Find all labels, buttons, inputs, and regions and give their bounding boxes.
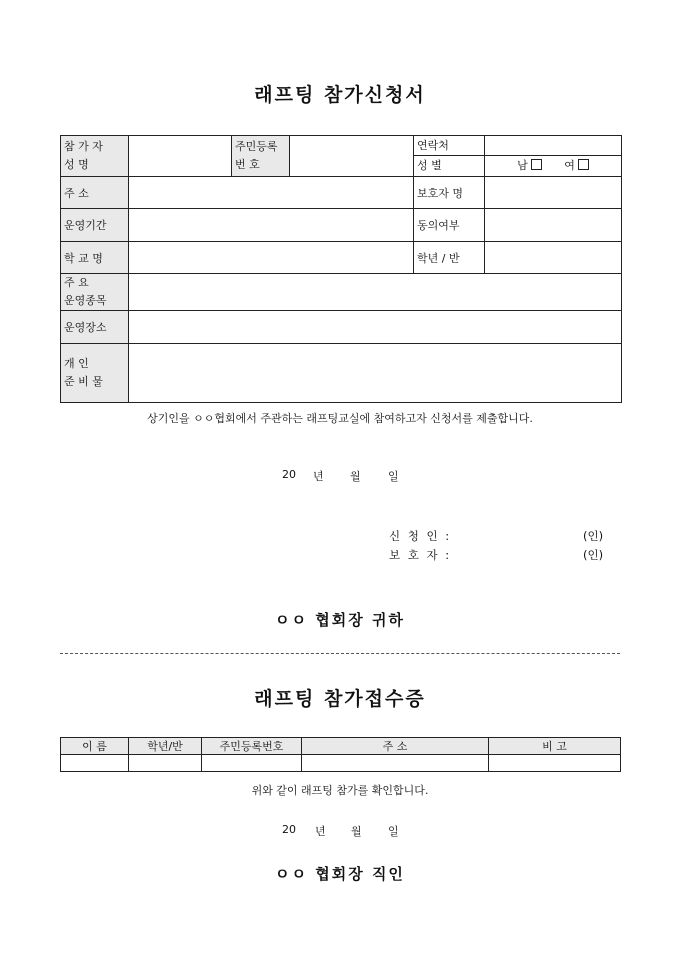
gender-label: 성 별 [417, 159, 442, 172]
applicant-seal: (인) [583, 529, 604, 543]
receipt-data-row [61, 755, 621, 772]
receipt-header-address: 주 소 [302, 738, 489, 755]
participant-name-field[interactable] [129, 136, 232, 177]
guardian-seal: (인) [583, 548, 604, 562]
application-form-table [60, 135, 622, 403]
gender-male-label: 남 [517, 159, 529, 172]
receipt-grade-field[interactable] [129, 755, 202, 772]
receipt-id-field[interactable] [202, 755, 302, 772]
receipt-date-month-unit: 월 [351, 825, 362, 838]
period-field[interactable] [129, 209, 414, 242]
guardian-name-field[interactable] [485, 177, 622, 209]
application-statement: 상기인을 ㅇㅇ협회에서 주관하는 래프팅교실에 참여하고자 신청서를 제출합니다. [147, 412, 533, 425]
receipt-header-name: 이 름 [61, 738, 129, 755]
address-label: 주 소 [61, 177, 129, 209]
table-row [61, 311, 622, 344]
application-title: 래프팅 참가신청서 [254, 84, 426, 106]
receipt-date-day-unit: 일 [388, 825, 399, 838]
receipt-title: 래프팅 참가접수증 [254, 688, 426, 710]
school-field[interactable] [129, 242, 414, 274]
receipt-signoff: ㅇㅇ 협회장 직인 [275, 865, 405, 883]
date-month-unit: 월 [350, 470, 361, 483]
contact-label: 연락처 [414, 136, 484, 156]
gender-female-checkbox[interactable] [578, 159, 589, 170]
table-row [61, 344, 622, 403]
consent-field[interactable] [485, 209, 622, 242]
participant-name-label: 참 가 자 성 명 [61, 136, 129, 177]
period-label: 운영기간 [61, 209, 129, 242]
table-row [61, 136, 622, 177]
contact-field[interactable] [485, 136, 621, 156]
address-field[interactable] [129, 177, 414, 209]
date-year: 20 [282, 468, 296, 481]
id-number-label: 주민등록 번 호 [232, 136, 290, 177]
receipt-address-field[interactable] [302, 755, 489, 772]
receipt-date-year-unit: 년 [315, 825, 326, 838]
receipt-note-field[interactable] [489, 755, 621, 772]
supplies-label: 개 인 준 비 물 [61, 344, 129, 403]
grade-class-field[interactable] [485, 242, 622, 274]
guardian-sign-label: 보 호 자 : [389, 548, 452, 562]
gender-female-label: 여 [564, 159, 576, 172]
contact-gender-labels [414, 136, 485, 177]
venue-field[interactable] [129, 311, 622, 344]
school-label: 학 교 명 [61, 242, 129, 274]
venue-label: 운영장소 [61, 311, 129, 344]
cut-line [60, 653, 620, 654]
gender-options [485, 156, 621, 176]
table-row [61, 274, 622, 311]
date-day-unit: 일 [388, 470, 399, 483]
grade-class-label: 학년 / 반 [414, 242, 485, 274]
id-number-field[interactable] [290, 136, 414, 177]
events-label: 주 요 운영종목 [61, 274, 129, 311]
contact-gender-fields [485, 136, 622, 177]
receipt-table [60, 737, 621, 772]
receipt-date-year: 20 [282, 823, 296, 836]
receipt-statement: 위와 같이 래프팅 참가를 확인합니다. [251, 784, 429, 797]
application-addressee: ㅇㅇ 협회장 귀하 [275, 611, 405, 629]
table-row [61, 242, 622, 274]
applicant-sign-label: 신 청 인 : [389, 529, 452, 543]
date-year-unit: 년 [313, 470, 324, 483]
receipt-header-id: 주민등록번호 [202, 738, 302, 755]
table-row [61, 177, 622, 209]
supplies-field[interactable] [129, 344, 622, 403]
receipt-header-note: 비 고 [489, 738, 621, 755]
guardian-name-label: 보호자 명 [414, 177, 485, 209]
table-row [61, 209, 622, 242]
gender-male-checkbox[interactable] [531, 159, 542, 170]
events-field[interactable] [129, 274, 622, 311]
consent-label: 동의여부 [414, 209, 485, 242]
receipt-header-row [61, 738, 621, 755]
receipt-header-grade: 학년/반 [129, 738, 202, 755]
receipt-name-field[interactable] [61, 755, 129, 772]
